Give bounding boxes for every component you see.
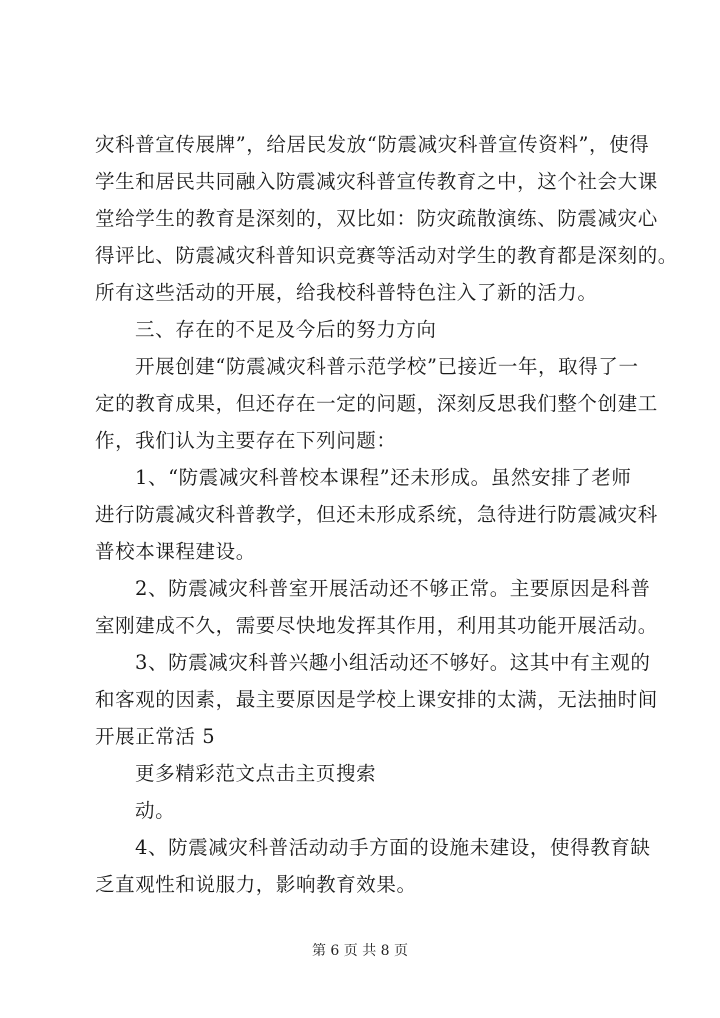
text-line: 作，我们认为主要存在下列问题： (95, 429, 397, 452)
section-heading: 三、存在的不足及今后的努力方向 (135, 318, 437, 341)
text-line: 室刚建成不久，需要尽快地发挥其作用，利用其功能开展活动。 (95, 614, 658, 637)
text-line: 开展正常活 5 (95, 725, 216, 748)
text-line: 开展创建“防震减灾科普示范学校”已接近一年，取得了一 (135, 355, 639, 378)
promo-text-link[interactable]: 更多精彩范文点击主页搜索 (135, 762, 377, 785)
body-text (95, 126, 678, 903)
text-line: 1、“防震减灾科普校本课程”还未形成。虽然安排了老师 (135, 466, 632, 489)
text-line: 动。 (135, 799, 176, 822)
text-line: 3、防震减灾科普兴趣小组活动还不够好。这其中有主观的 (135, 651, 651, 674)
text-line: 得评比、防震减灾科普知识竞赛等活动对学生的教育都是深刻的。 (95, 244, 678, 267)
text-line: 乏直观性和说服力，影响教育效果。 (95, 873, 417, 896)
text-line: 堂给学生的教育是深刻的，双比如：防灾疏散演练、防震减灾心 (95, 207, 658, 230)
text-line: 灾科普宣传展牌”，给居民发放“防震减灾科普宣传资料”，使得 (95, 133, 650, 156)
text-line: 进行防震减灾科普教学，但还未形成系统，急待进行防震减灾科 (95, 503, 658, 526)
text-line: 4、防震减灾科普活动动手方面的设施未建设，使得教育缺 (135, 836, 651, 859)
text-line: 普校本课程建设。 (95, 540, 256, 563)
text-line: 所有这些活动的开展，给我校科普特色注入了新的活力。 (95, 281, 598, 304)
text-line: 学生和居民共同融入防震减灾科普宣传教育之中，这个社会大课 (95, 170, 658, 193)
text-line: 定的教育成果，但还存在一定的问题，深刻反思我们整个创建工 (95, 392, 658, 415)
text-line: 和客观的因素，最主要原因是学校上课安排的太满，无法抽时间 (95, 688, 658, 711)
page-footer: 第 6 页 共 8 页 (311, 943, 409, 959)
text-line: 2、防震减灾科普室开展活动还不够正常。主要原因是科普 (135, 577, 651, 600)
